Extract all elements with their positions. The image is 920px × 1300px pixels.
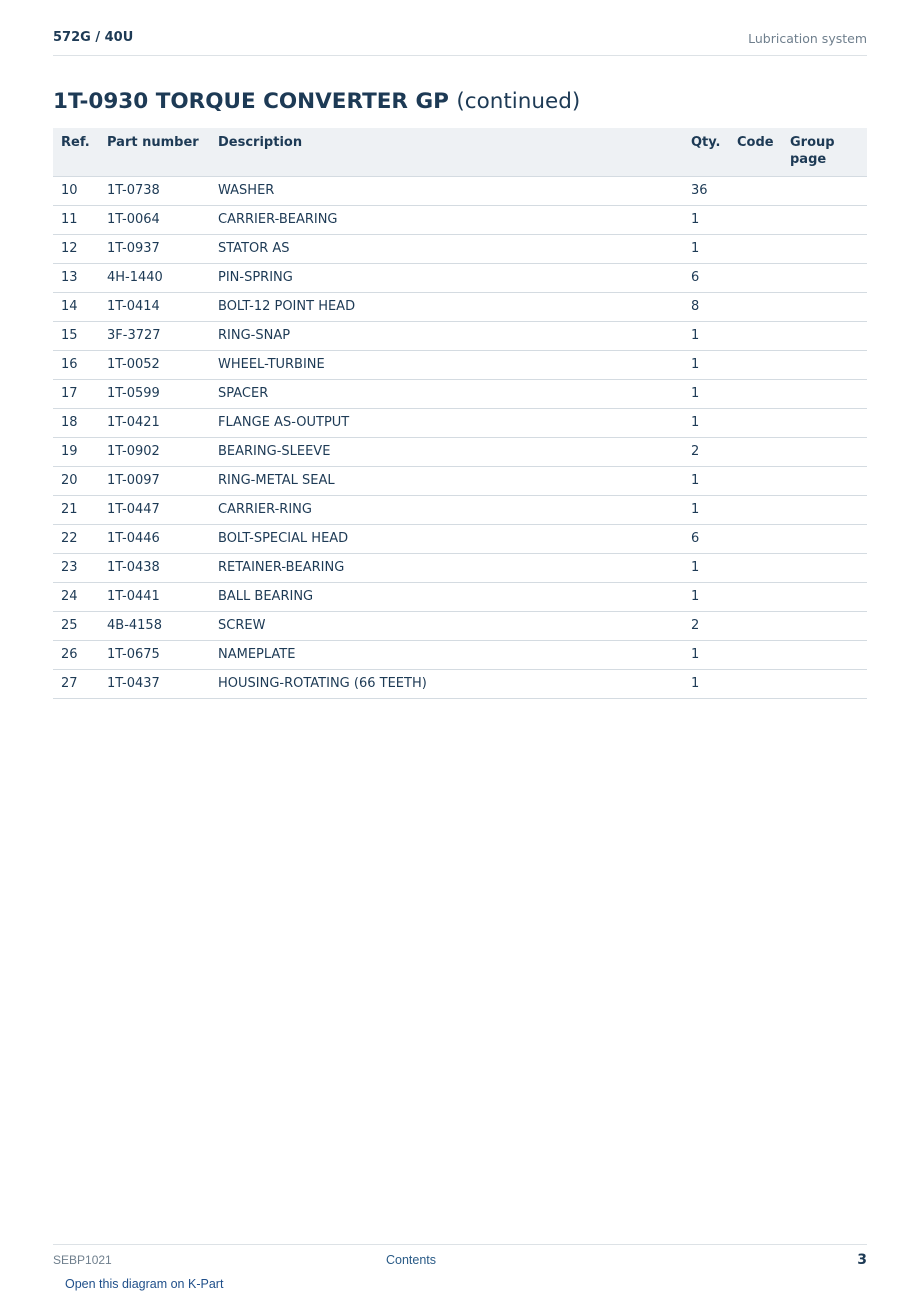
cell-part-number: 1T-0675 <box>99 641 210 670</box>
cell-code <box>729 351 782 380</box>
cell-qty: 6 <box>683 264 729 293</box>
cell-part-number: 4B-4158 <box>99 612 210 641</box>
table-row <box>53 641 867 670</box>
cell-code <box>729 438 782 467</box>
cell-description: FLANGE AS-OUTPUT <box>210 409 683 438</box>
table-row <box>53 409 867 438</box>
column-header-ref: Ref. <box>53 128 99 177</box>
cell-part-number: 1T-0421 <box>99 409 210 438</box>
cell-ref: 24 <box>53 583 99 612</box>
cell-ref: 12 <box>53 235 99 264</box>
table-row <box>53 235 867 264</box>
cell-ref: 20 <box>53 467 99 496</box>
cell-description: BOLT-12 POINT HEAD <box>210 293 683 322</box>
cell-description: NAMEPLATE <box>210 641 683 670</box>
cell-group-page <box>782 206 867 235</box>
table-row <box>53 438 867 467</box>
table-row <box>53 322 867 351</box>
cell-description: RING-METAL SEAL <box>210 467 683 496</box>
cell-code <box>729 293 782 322</box>
cell-part-number: 1T-0052 <box>99 351 210 380</box>
table-row <box>53 177 867 206</box>
cell-code <box>729 670 782 699</box>
group-title: 1T-0930 TORQUE CONVERTER GP <box>53 89 449 114</box>
cell-qty: 36 <box>683 177 729 206</box>
cell-group-page <box>782 409 867 438</box>
table-row <box>53 264 867 293</box>
continued-label: (continued) <box>456 89 581 114</box>
cell-part-number: 1T-0902 <box>99 438 210 467</box>
cell-description: BEARING-SLEEVE <box>210 438 683 467</box>
cell-ref: 27 <box>53 670 99 699</box>
cell-group-page <box>782 670 867 699</box>
cell-description: WHEEL-TURBINE <box>210 351 683 380</box>
table-row <box>53 293 867 322</box>
page-title <box>53 89 580 114</box>
column-header-code: Code <box>729 128 782 177</box>
cell-qty: 1 <box>683 583 729 612</box>
open-diagram-kpart-link[interactable]: Open this diagram on K-Part <box>65 1277 224 1291</box>
cell-group-page <box>782 583 867 612</box>
cell-ref: 10 <box>53 177 99 206</box>
cell-description: SPACER <box>210 380 683 409</box>
cell-description: HOUSING-ROTATING (66 TEETH) <box>210 670 683 699</box>
cell-code <box>729 322 782 351</box>
cell-group-page <box>782 264 867 293</box>
cell-qty: 1 <box>683 380 729 409</box>
footer-divider <box>53 1244 867 1245</box>
table-row <box>53 467 867 496</box>
table-row <box>53 206 867 235</box>
cell-group-page <box>782 293 867 322</box>
cell-group-page <box>782 641 867 670</box>
cell-qty: 1 <box>683 235 729 264</box>
cell-description: SCREW <box>210 612 683 641</box>
document-id: SEBP1021 <box>53 1253 112 1267</box>
table-header-row <box>53 128 867 177</box>
cell-description: CARRIER-BEARING <box>210 206 683 235</box>
cell-qty: 8 <box>683 293 729 322</box>
cell-code <box>729 409 782 438</box>
cell-code <box>729 641 782 670</box>
cell-part-number: 1T-0438 <box>99 554 210 583</box>
cell-qty: 1 <box>683 351 729 380</box>
cell-code <box>729 612 782 641</box>
cell-description: CARRIER-RING <box>210 496 683 525</box>
cell-qty: 2 <box>683 438 729 467</box>
section-title: Lubrication system <box>748 31 867 46</box>
cell-ref: 14 <box>53 293 99 322</box>
cell-qty: 1 <box>683 322 729 351</box>
cell-ref: 23 <box>53 554 99 583</box>
cell-code <box>729 264 782 293</box>
cell-group-page <box>782 612 867 641</box>
table-row <box>53 554 867 583</box>
cell-part-number: 1T-0599 <box>99 380 210 409</box>
cell-group-page <box>782 554 867 583</box>
cell-description: STATOR AS <box>210 235 683 264</box>
cell-qty: 1 <box>683 641 729 670</box>
cell-qty: 1 <box>683 206 729 235</box>
cell-part-number: 4H-1440 <box>99 264 210 293</box>
cell-code <box>729 206 782 235</box>
cell-ref: 25 <box>53 612 99 641</box>
cell-ref: 11 <box>53 206 99 235</box>
column-header-description: Description <box>210 128 683 177</box>
cell-part-number: 1T-0446 <box>99 525 210 554</box>
cell-description: RETAINER-BEARING <box>210 554 683 583</box>
cell-group-page <box>782 177 867 206</box>
cell-group-page <box>782 525 867 554</box>
cell-ref: 21 <box>53 496 99 525</box>
table-row <box>53 583 867 612</box>
cell-code <box>729 554 782 583</box>
cell-part-number: 1T-0414 <box>99 293 210 322</box>
model-label: 572G / 40U <box>53 30 134 45</box>
cell-ref: 26 <box>53 641 99 670</box>
cell-code <box>729 525 782 554</box>
cell-qty: 1 <box>683 467 729 496</box>
cell-qty: 2 <box>683 612 729 641</box>
cell-part-number: 1T-0441 <box>99 583 210 612</box>
cell-description: RING-SNAP <box>210 322 683 351</box>
cell-part-number: 1T-0738 <box>99 177 210 206</box>
cell-group-page <box>782 496 867 525</box>
cell-group-page <box>782 467 867 496</box>
contents-link[interactable]: Contents <box>386 1253 437 1267</box>
cell-ref: 17 <box>53 380 99 409</box>
cell-qty: 1 <box>683 670 729 699</box>
parts-table-body <box>53 177 867 699</box>
table-row <box>53 351 867 380</box>
cell-qty: 1 <box>683 554 729 583</box>
cell-part-number: 3F-3727 <box>99 322 210 351</box>
cell-part-number: 1T-0437 <box>99 670 210 699</box>
cell-code <box>729 177 782 206</box>
parts-table <box>53 128 867 699</box>
cell-ref: 18 <box>53 409 99 438</box>
cell-part-number: 1T-0447 <box>99 496 210 525</box>
cell-ref: 22 <box>53 525 99 554</box>
cell-qty: 6 <box>683 525 729 554</box>
cell-qty: 1 <box>683 409 729 438</box>
cell-description: BOLT-SPECIAL HEAD <box>210 525 683 554</box>
table-row <box>53 496 867 525</box>
cell-ref: 13 <box>53 264 99 293</box>
cell-description: BALL BEARING <box>210 583 683 612</box>
cell-code <box>729 380 782 409</box>
cell-code <box>729 496 782 525</box>
cell-group-page <box>782 438 867 467</box>
cell-part-number: 1T-0064 <box>99 206 210 235</box>
table-row <box>53 525 867 554</box>
page-header <box>53 28 867 56</box>
cell-ref: 19 <box>53 438 99 467</box>
column-header-qty: Qty. <box>683 128 729 177</box>
column-header-group-page: Group page <box>782 128 867 177</box>
page-number: 3 <box>857 1252 867 1268</box>
cell-description: WASHER <box>210 177 683 206</box>
cell-part-number: 1T-0097 <box>99 467 210 496</box>
cell-code <box>729 235 782 264</box>
cell-description: PIN-SPRING <box>210 264 683 293</box>
cell-qty: 1 <box>683 496 729 525</box>
cell-group-page <box>782 380 867 409</box>
cell-group-page <box>782 235 867 264</box>
cell-ref: 16 <box>53 351 99 380</box>
cell-code <box>729 467 782 496</box>
table-row <box>53 670 867 699</box>
cell-part-number: 1T-0937 <box>99 235 210 264</box>
table-row <box>53 380 867 409</box>
column-header-part-number: Part number <box>99 128 210 177</box>
cell-code <box>729 583 782 612</box>
table-row <box>53 612 867 641</box>
cell-ref: 15 <box>53 322 99 351</box>
cell-group-page <box>782 351 867 380</box>
cell-group-page <box>782 322 867 351</box>
